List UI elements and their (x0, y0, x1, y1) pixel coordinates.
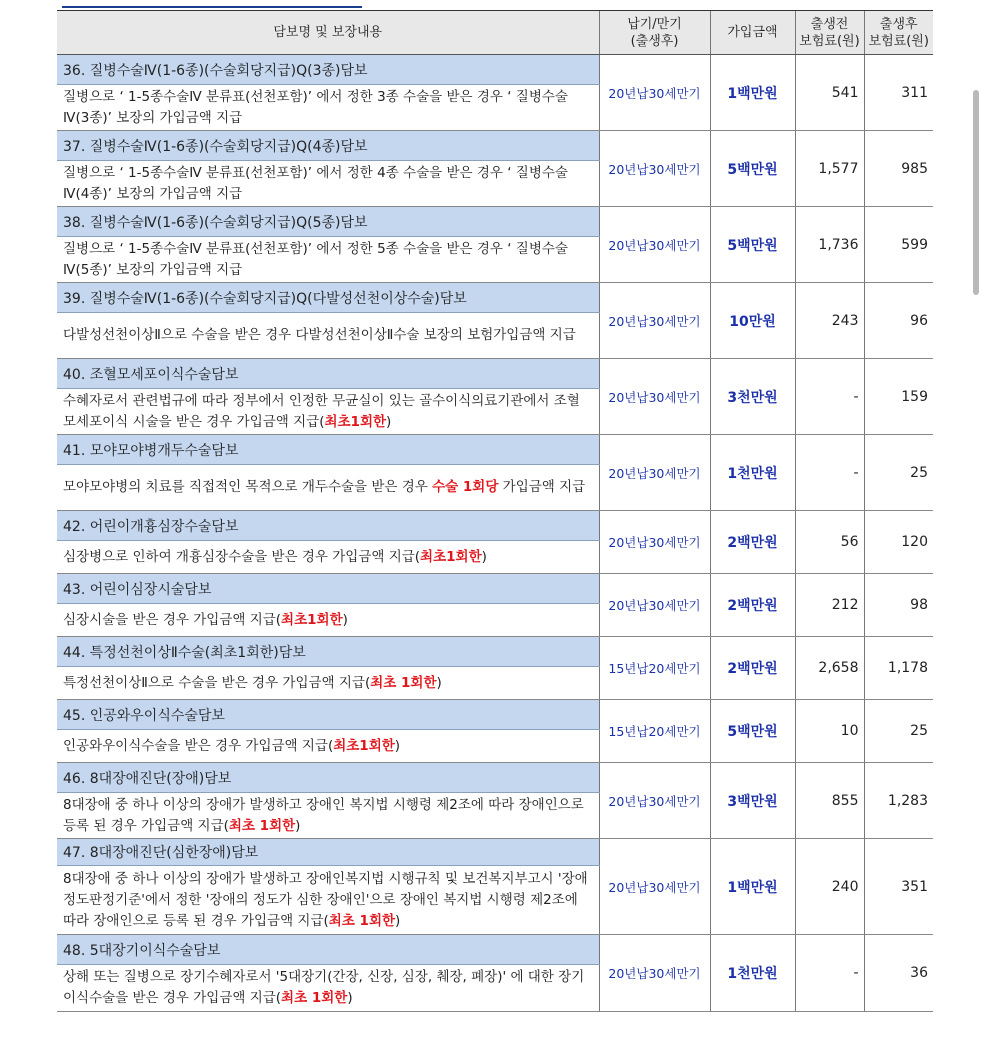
description-highlight: 최초 1회한 (281, 990, 348, 1006)
coverage-title: 36. 질병수술Ⅳ(1-6종)(수술회당지급)Q(3종)담보 (57, 55, 599, 85)
description-text: 심장시술을 받은 경우 가입금액 지급( (63, 611, 282, 628)
coverage-title: 38. 질병수술Ⅳ(1-6종)(수술회당지급)Q(5종)담보 (57, 207, 599, 237)
postbirth-premium-cell: 159 (864, 359, 933, 435)
amount-cell: 5백만원 (710, 700, 795, 763)
postbirth-premium-cell: 985 (864, 131, 933, 207)
postbirth-premium-cell: 351 (864, 839, 933, 935)
description-text: 다발성선천이상Ⅱ으로 수술을 받은 경우 다발성선천이상Ⅱ수술 보장의 보험가입금액 지급 (63, 327, 576, 343)
coverage-title: 37. 질병수술Ⅳ(1-6종)(수술회당지급)Q(4종)담보 (57, 131, 599, 161)
prebirth-premium-cell: 855 (795, 763, 864, 839)
table-row (57, 131, 933, 161)
postbirth-premium-cell: 25 (864, 700, 933, 763)
description-tail: ) (394, 737, 401, 754)
coverage-title: 40. 조혈모세포이식수술담보 (57, 359, 599, 389)
description-text: 8대장애 중 하나 이상의 장애가 발생하고 장애인 복지법 시행령 제2조에 따라 장애인으로 등록 된 경우 가입금액 지급( (63, 796, 584, 834)
postbirth-premium-cell: 1,283 (864, 763, 933, 839)
description-highlight: 최초1회한 (281, 611, 343, 628)
coverage-title: 41. 모야모야병개두수술담보 (57, 435, 599, 465)
amount-cell: 1천만원 (710, 935, 795, 1012)
table-header-row (57, 11, 933, 55)
prebirth-premium-cell: 240 (795, 839, 864, 935)
prebirth-premium-cell: 243 (795, 283, 864, 359)
amount-cell: 5백만원 (710, 131, 795, 207)
prebirth-premium-cell: - (795, 935, 864, 1012)
period-cell: 20년납30세만기 (599, 511, 710, 574)
cropped-section-heading (0, 0, 987, 8)
coverage-title: 47. 8대장애진단(심한장애)담보 (57, 839, 599, 866)
prebirth-premium-cell: 1,577 (795, 131, 864, 207)
postbirth-premium-cell: 25 (864, 435, 933, 511)
amount-cell: 3천만원 (710, 359, 795, 435)
period-cell: 20년납30세만기 (599, 839, 710, 935)
coverage-title: 43. 어린이심장시술담보 (57, 574, 599, 604)
amount-cell: 2백만원 (710, 637, 795, 700)
description-text: 질병으로 ‘ 1-5종수술Ⅳ 분류표(선천포함)’ 에서 정한 5종 수술을 받은 경우 ‘ 질병수술Ⅳ(5종)’ 보장의 가입금액 지급 (63, 240, 568, 278)
prebirth-premium-cell: 1,736 (795, 207, 864, 283)
period-cell: 20년납30세만기 (599, 283, 710, 359)
description-text: 모야모야병의 치료를 직접적인 목적으로 개두수술을 받은 경우 (63, 479, 433, 495)
table-row (57, 763, 933, 793)
period-cell: 20년납30세만기 (599, 935, 710, 1012)
coverage-description (57, 541, 599, 574)
table-row (57, 283, 933, 313)
amount-cell: 1백만원 (710, 839, 795, 935)
coverage-description (57, 389, 599, 435)
postbirth-premium-cell: 1,178 (864, 637, 933, 700)
table-row (57, 637, 933, 667)
prebirth-premium-cell: 2,658 (795, 637, 864, 700)
description-tail: ) (347, 990, 353, 1006)
description-text: 질병으로 ‘ 1-5종수술Ⅳ 분류표(선천포함)’ 에서 정한 3종 수술을 받은 경우 ‘ 질병수술Ⅳ(3종)’ 보장의 가입금액 지급 (63, 88, 568, 126)
coverage-description (57, 793, 599, 839)
coverage-table (57, 10, 933, 1012)
coverage-title: 46. 8대장애진단(장애)담보 (57, 763, 599, 793)
period-cell: 15년납20세만기 (599, 637, 710, 700)
table-row (57, 435, 933, 465)
header-amount: 가입금액 (710, 11, 795, 55)
header-prebirth-premium: 출생전 보험료(원) (795, 11, 864, 55)
description-highlight: 최초 1회한 (370, 674, 437, 691)
amount-cell: 3백만원 (710, 763, 795, 839)
header-postbirth-premium: 출생후 보험료(원) (864, 11, 933, 55)
period-cell: 20년납30세만기 (599, 131, 710, 207)
prebirth-premium-cell: 541 (795, 55, 864, 131)
coverage-description (57, 313, 599, 359)
table-row (57, 207, 933, 237)
period-cell: 20년납30세만기 (599, 55, 710, 131)
postbirth-premium-cell: 36 (864, 935, 933, 1012)
prebirth-premium-cell: 56 (795, 511, 864, 574)
prebirth-premium-cell: - (795, 435, 864, 511)
header-coverage-name: 담보명 및 보장내용 (57, 11, 599, 55)
description-tail: ) (481, 548, 487, 565)
description-tail: ) (436, 674, 442, 691)
amount-cell: 2백만원 (710, 511, 795, 574)
description-text: 특정선천이상Ⅱ으로 수술을 받은 경우 가입금액 지급( (63, 674, 371, 691)
amount-cell: 2백만원 (710, 574, 795, 637)
description-text: 수혜자로서 관련법규에 따라 정부에서 인정한 무균실이 있는 골수이식의료기관에서 조혈모세포이식 시술을 받은 경우 가입금액 지급( (63, 392, 580, 430)
table-row (57, 839, 933, 866)
coverage-description (57, 667, 599, 700)
table-row (57, 700, 933, 730)
scrollbar-thumb[interactable] (973, 90, 979, 295)
description-highlight: 최초1회한 (333, 737, 395, 754)
postbirth-premium-cell: 98 (864, 574, 933, 637)
description-highlight: 최초 1회한 (328, 912, 396, 929)
amount-cell: 1백만원 (710, 55, 795, 131)
coverage-description (57, 604, 599, 637)
period-cell: 20년납30세만기 (599, 435, 710, 511)
table-row (57, 359, 933, 389)
period-cell: 20년납30세만기 (599, 763, 710, 839)
table-row (57, 511, 933, 541)
coverage-description (57, 161, 599, 207)
period-cell: 20년납30세만기 (599, 574, 710, 637)
prebirth-premium-cell: - (795, 359, 864, 435)
prebirth-premium-cell: 212 (795, 574, 864, 637)
table-row (57, 55, 933, 85)
coverage-title: 42. 어린이개흉심장수술담보 (57, 511, 599, 541)
description-highlight: 최초 1회한 (228, 817, 296, 834)
coverage-title: 44. 특정선천이상Ⅱ수술(최초1회한)담보 (57, 637, 599, 667)
coverage-title: 48. 5대장기이식수술담보 (57, 935, 599, 965)
header-period: 납기/만기 (출생후) (599, 11, 710, 55)
description-text: 8대장애 중 하나 이상의 장애가 발생하고 장애인복지법 시행규칙 및 보건복지부고시 '장애정도판정기준'에서 정한 '장애의 정도가 심한 장애인'으로 장애인 복지법 시행령 제2조에 따라 장애인으로 등록 된 경우 가입금액 지급( (63, 870, 588, 929)
prebirth-premium-cell: 10 (795, 700, 864, 763)
description-tail: ) (295, 817, 301, 834)
description-text: 인공와우이식수술을 받은 경우 가입금액 지급( (63, 737, 334, 754)
description-tail: 가입금액 지급 (498, 479, 586, 495)
amount-cell: 1천만원 (710, 435, 795, 511)
postbirth-premium-cell: 96 (864, 283, 933, 359)
coverage-description (57, 866, 599, 935)
table-row (57, 935, 933, 965)
coverage-description (57, 237, 599, 283)
period-cell: 15년납20세만기 (599, 700, 710, 763)
postbirth-premium-cell: 120 (864, 511, 933, 574)
table-row (57, 574, 933, 604)
period-cell: 20년납30세만기 (599, 359, 710, 435)
description-text: 심장병으로 인하여 개흉심장수술을 받은 경우 가입금액 지급( (63, 548, 421, 565)
amount-cell: 5백만원 (710, 207, 795, 283)
description-tail: ) (386, 413, 392, 430)
postbirth-premium-cell: 599 (864, 207, 933, 283)
description-text: 상해 또는 질병으로 장기수혜자로서 '5대장기(간장, 신장, 심장, 췌장, 폐장)' 에 대한 장기이식수술을 받은 경우 가입금액 지급( (63, 969, 585, 1006)
coverage-description (57, 465, 599, 511)
description-text: 질병으로 ‘ 1-5종수술Ⅳ 분류표(선천포함)’ 에서 정한 4종 수술을 받은 경우 ‘ 질병수술Ⅳ(4종)’ 보장의 가입금액 지급 (63, 164, 568, 202)
description-highlight: 수술 1회당 (432, 479, 499, 495)
postbirth-premium-cell: 311 (864, 55, 933, 131)
coverage-title: 45. 인공와우이식수술담보 (57, 700, 599, 730)
coverage-title: 39. 질병수술Ⅳ(1-6종)(수술회당지급)Q(다발성선천이상수술)담보 (57, 283, 599, 313)
amount-cell: 10만원 (710, 283, 795, 359)
period-cell: 20년납30세만기 (599, 207, 710, 283)
coverage-description (57, 965, 599, 1012)
description-tail: ) (342, 611, 348, 628)
description-highlight: 최초1회한 (420, 548, 482, 565)
description-highlight: 최초1회한 (324, 413, 387, 430)
description-tail: ) (395, 912, 401, 929)
coverage-description (57, 85, 599, 131)
coverage-description (57, 730, 599, 763)
